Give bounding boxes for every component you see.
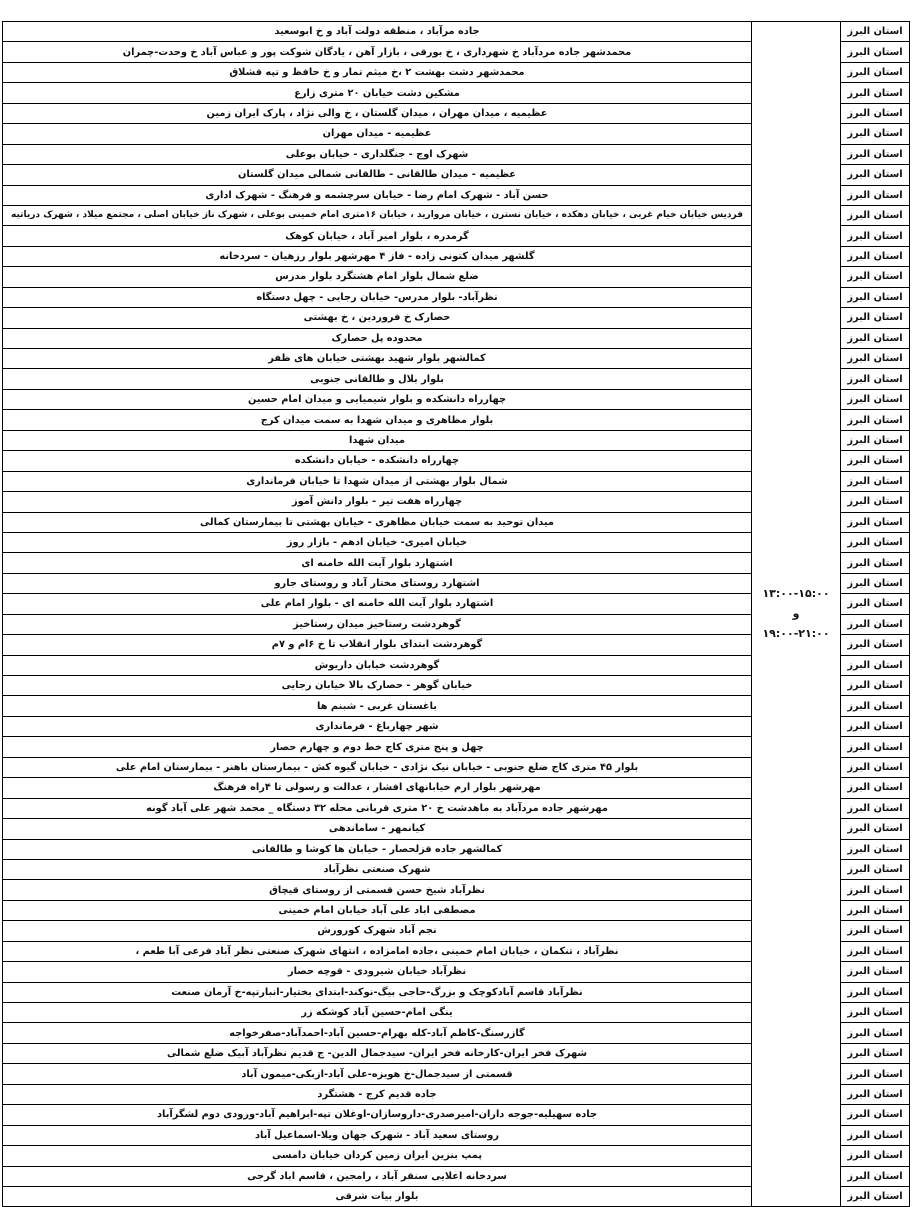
province-cell: استان البرز: [841, 1003, 910, 1023]
province-cell: استان البرز: [841, 962, 910, 982]
province-cell: استان البرز: [841, 798, 910, 818]
area-cell: عظیمیه - میدان مهران: [3, 124, 752, 144]
area-cell: گوهردشت رستاخیز میدان رستاخیز: [3, 614, 752, 634]
area-cell: گلشهر میدان کتونی زاده - فاز ۴ مهرشهر بلوار رزهیان - سردخانه: [3, 246, 752, 266]
province-cell: استان البرز: [841, 471, 910, 491]
province-cell: استان البرز: [841, 921, 910, 941]
area-cell: سردخانه اعلایی سنقر آباد ، رامجین ، قاسم اباد گرجی: [3, 1166, 752, 1186]
area-cell: چهارراه هفت تیر - بلوار دانش آموز: [3, 492, 752, 512]
province-cell: استان البرز: [841, 553, 910, 573]
province-cell: استان البرز: [841, 349, 910, 369]
province-cell: استان البرز: [841, 430, 910, 450]
province-cell: استان البرز: [841, 778, 910, 798]
area-cell: حصارک خ فروردین ، خ بهشتی: [3, 308, 752, 328]
area-cell: محمدشهر جاده مردآباد خ شهرداری ، خ بورقی ، بازار آهن ، یادگان شوکت پور و عباس آباد خ وحدت-چمران: [3, 42, 752, 62]
area-cell: شهرک فخر ایران-کارخانه فخر ایران- سیدجمال الدین- ج قدیم نظرآباد آبیک ضلع شمالی: [3, 1043, 752, 1063]
province-cell: استان البرز: [841, 880, 910, 900]
area-cell: نظرآباد قاسم آبادکوچک و بزرگ-حاجی بیگ-نوکند-ابتدای بختیار-انبارتپه-خ آرمان صنعت: [3, 982, 752, 1002]
area-cell: روستای سعید آباد - شهرک جهان ویلا-اسماعیل آباد: [3, 1125, 752, 1145]
area-cell: جاده سهیلیه-جوجه داران-امیرصدری-داروسازان-اوغلان تپه-ابراهیم آباد-ورودی دوم لشگرآباد: [3, 1105, 752, 1125]
province-cell: استان البرز: [841, 1166, 910, 1186]
area-cell: شهرک صنعتی نظرآباد: [3, 859, 752, 879]
area-cell: بلوار مظاهری و میدان شهدا به سمت میدان کرج: [3, 410, 752, 430]
province-cell: استان البرز: [841, 839, 910, 859]
area-cell: نظرآباد خیابان شیرودی - قوچه حصار: [3, 962, 752, 982]
area-cell: گوهردشت ابتدای بلوار انقلاب تا خ ۶ام و ۷م: [3, 635, 752, 655]
area-cell: بلوار بیات شرقی: [3, 1186, 752, 1206]
area-cell: جاده قدیم کرج - هشتگرد: [3, 1084, 752, 1104]
area-cell: چهل و پنج متری کاج خط دوم و چهارم حصار: [3, 737, 752, 757]
province-cell: استان البرز: [841, 492, 910, 512]
area-cell: جاده مرآباد ، منطقه دولت آباد و خ ابوسعید: [3, 22, 752, 42]
outage-schedule-body: [3, 22, 910, 1207]
province-cell: استان البرز: [841, 308, 910, 328]
province-cell: استان البرز: [841, 83, 910, 103]
province-cell: استان البرز: [841, 22, 910, 42]
area-cell: قسمتی از سیدجمال-خ هویزه-علی آباد-ازبکی-میمون آباد: [3, 1064, 752, 1084]
area-cell: خیابان امیری- خیابان ادهم - بازار روز: [3, 532, 752, 552]
province-cell: استان البرز: [841, 144, 910, 164]
province-cell: استان البرز: [841, 859, 910, 879]
area-cell: نظرآباد- بلوار مدرس- خیابان رجایی - چهل دستگاه: [3, 287, 752, 307]
area-cell: حسن آباد - شهرک امام رضا - خیابان سرچشمه و فرهنگ - شهرک اداری: [3, 185, 752, 205]
province-cell: استان البرز: [841, 982, 910, 1002]
area-cell: نظرآباد شیخ حسن قسمتی از روستای قیچاق: [3, 880, 752, 900]
province-cell: استان البرز: [841, 573, 910, 593]
province-cell: استان البرز: [841, 165, 910, 185]
province-cell: استان البرز: [841, 267, 910, 287]
province-cell: استان البرز: [841, 757, 910, 777]
area-cell: فردیس خیابان خیام غربی ، خیابان دهکده ، خیابان نسترن ، خیابان مروارید ، خیابان ۱۶متری امام خمینی بوعلی ، شهرک ناز خیابان اصلی ، مجتمع میلاد ، شهرک دریاتیه: [3, 205, 752, 225]
area-cell: گرمدره ، بلوار امیر آباد ، خیابان کوهک: [3, 226, 752, 246]
province-cell: استان البرز: [841, 635, 910, 655]
area-cell: شمال بلوار بهشتی از میدان شهدا تا خیابان فرمانداری: [3, 471, 752, 491]
area-cell: شهر چهارباغ - فرمانداری: [3, 716, 752, 736]
area-cell: مصطفی اباد علی آباد خیابان امام خمینی: [3, 900, 752, 920]
time-slot-line1: ۱۳:۰۰-۱۵:۰۰: [762, 587, 830, 601]
province-cell: استان البرز: [841, 696, 910, 716]
area-cell: گازرسنگ-کاظم آباد-کله بهرام-حسین آباد-احمدآباد-صفرخواجه: [3, 1023, 752, 1043]
province-cell: استان البرز: [841, 369, 910, 389]
province-cell: استان البرز: [841, 532, 910, 552]
area-cell: کمالشهر جاده قزلحصار - خیابان ها کوشا و طالقانی: [3, 839, 752, 859]
area-cell: ضلع شمال بلوار امام هشتگرد بلوار مدرس: [3, 267, 752, 287]
province-cell: استان البرز: [841, 226, 910, 246]
province-cell: استان البرز: [841, 1084, 910, 1104]
time-slot-line3: ۱۹:۰۰-۲۱:۰۰: [762, 627, 830, 641]
area-cell: پمپ بنزین ایران زمین کردان خیابان دامسی: [3, 1146, 752, 1166]
area-cell: چهارراه دانشکده - خیابان دانشکده: [3, 451, 752, 471]
area-cell: کیانمهر - ساماندهی: [3, 819, 752, 839]
province-cell: استان البرز: [841, 103, 910, 123]
province-cell: استان البرز: [841, 1186, 910, 1206]
province-cell: استان البرز: [841, 512, 910, 532]
area-cell: گوهردشت خیابان داریوش: [3, 655, 752, 675]
province-cell: استان البرز: [841, 451, 910, 471]
province-cell: استان البرز: [841, 62, 910, 82]
province-cell: استان البرز: [841, 328, 910, 348]
province-cell: استان البرز: [841, 941, 910, 961]
area-cell: محدوده پل حصارک: [3, 328, 752, 348]
area-cell: خیابان گوهر - حصارک بالا خیابان رجایی: [3, 676, 752, 696]
area-cell: عظیمیه - میدان طالقانی - طالقانی شمالی میدان گلستان: [3, 165, 752, 185]
province-cell: استان البرز: [841, 1125, 910, 1145]
area-cell: محمدشهر دشت بهشت ۲ ،خ میثم تمار و خ حافظ و تپه قشلاق: [3, 62, 752, 82]
province-cell: استان البرز: [841, 737, 910, 757]
area-cell: ینگی امام-حسین آباد کوشکه زر: [3, 1003, 752, 1023]
province-cell: استان البرز: [841, 1064, 910, 1084]
time-slot-line2: و: [792, 607, 800, 621]
province-cell: استان البرز: [841, 1023, 910, 1043]
area-cell: مهرشهر بلوار ارم خیابانهای افشار ، عدالت و رسولی تا ۴راه فرهنگ: [3, 778, 752, 798]
province-cell: استان البرز: [841, 655, 910, 675]
area-cell: اشتهارد بلوار آیت الله خامنه ای - بلوار امام علی: [3, 594, 752, 614]
province-cell: استان البرز: [841, 185, 910, 205]
province-cell: استان البرز: [841, 1043, 910, 1063]
province-cell: استان البرز: [841, 410, 910, 430]
area-cell: بلوار ۴۵ متری کاج ضلع جنوبی - خیابان نیک نژادی - خیابان گیوه کش - بیمارستان باهنر - بیمارستان امام علی: [3, 757, 752, 777]
area-cell: مهرشهر جاده مردآباد به ماهدشت خ ۲۰ متری قربانی محله ۳۲ دستگاه _ محمد شهر علی آباد گونه: [3, 798, 752, 818]
area-cell: شهرک اوج - جنگلداری - خیابان بوعلی: [3, 144, 752, 164]
province-cell: استان البرز: [841, 594, 910, 614]
province-cell: استان البرز: [841, 205, 910, 225]
province-cell: استان البرز: [841, 1146, 910, 1166]
area-cell: میدان توحید به سمت خیابان مظاهری - خیابان بهشتی تا بیمارستان کمالی: [3, 512, 752, 532]
province-cell: استان البرز: [841, 246, 910, 266]
table-row: [3, 22, 910, 42]
province-cell: استان البرز: [841, 614, 910, 634]
outage-schedule-table: [2, 21, 910, 1207]
area-cell: نجم آباد شهرک کورورش: [3, 921, 752, 941]
time-slot-cell: [752, 22, 841, 1207]
province-cell: استان البرز: [841, 819, 910, 839]
province-cell: استان البرز: [841, 287, 910, 307]
area-cell: باغستان غربی - شبنم ها: [3, 696, 752, 716]
province-cell: استان البرز: [841, 676, 910, 696]
province-cell: استان البرز: [841, 389, 910, 409]
province-cell: استان البرز: [841, 900, 910, 920]
province-cell: استان البرز: [841, 42, 910, 62]
province-cell: استان البرز: [841, 1105, 910, 1125]
area-cell: میدان شهدا: [3, 430, 752, 450]
area-cell: اشتهارد روستای مختار آباد و روستای جارو: [3, 573, 752, 593]
area-cell: بلوار بلال و طالقانی جنوبی: [3, 369, 752, 389]
area-cell: اشتهارد بلوار آیت الله خامنه ای: [3, 553, 752, 573]
area-cell: عظیمیه ، میدان مهران ، میدان گلستان ، خ والی نژاد ، پارک ایران زمین: [3, 103, 752, 123]
province-cell: استان البرز: [841, 124, 910, 144]
area-cell: نظرآباد ، تنکمان ، خیابان امام خمینی ،جاده امامزاده ، انتهای شهرک صنعتی نظر آباد فرعی آبا طعم ،: [3, 941, 752, 961]
province-cell: استان البرز: [841, 716, 910, 736]
area-cell: چهارراه دانشکده و بلوار شیمیایی و میدان امام حسین: [3, 389, 752, 409]
area-cell: مشکین دشت خیابان ۲۰ متری زارع: [3, 83, 752, 103]
area-cell: کمالشهر بلوار شهید بهشتی خیابان های ظفر: [3, 349, 752, 369]
